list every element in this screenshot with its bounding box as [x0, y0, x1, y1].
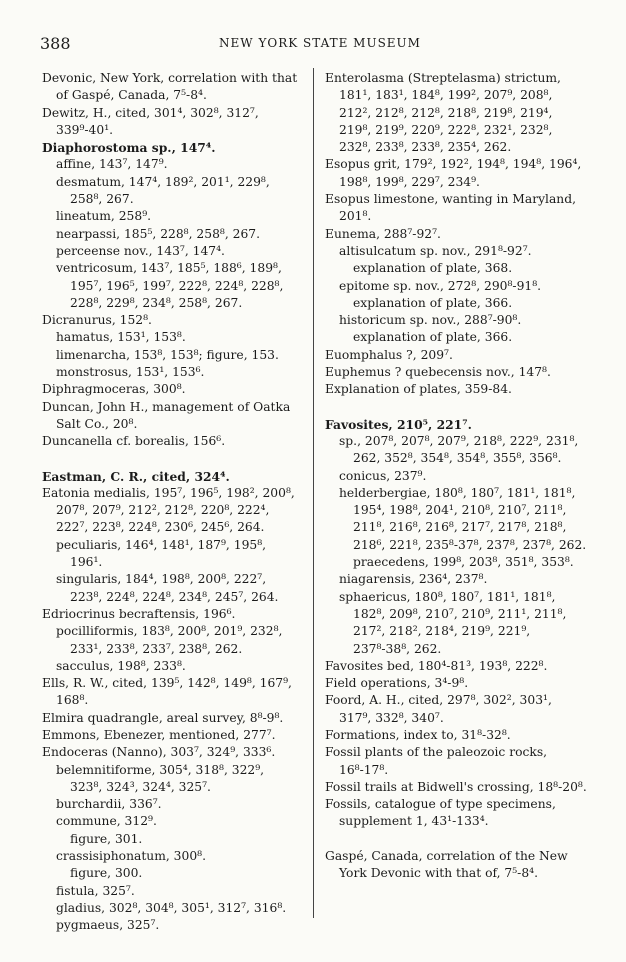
index-entry: Favosites bed, 180⁴-81³, 193⁸, 222⁸. — [325, 658, 548, 673]
index-entry: Dicranurus, 152⁸. — [42, 313, 152, 328]
index-entry: sp., 207⁸, 207⁸, 207⁹, 218⁸, 222⁹, 231⁸, 262, 352⁸, 354⁸, 354⁸, 355⁸, 356⁸. — [339, 433, 579, 466]
index-entry: Dewitz, H., cited, 301⁴, 302⁸, 312⁷, 339⁹-40¹. — [42, 105, 259, 137]
index-entry: hamatus, 153¹, 153⁸. — [56, 330, 186, 345]
index-entry: limenarcha, 153⁸, 153⁸; figure, 153. — [56, 347, 279, 362]
index-entry: Devonic, New York, correlation with that of Gaspé, Canada, 7⁵-8⁴. — [42, 71, 298, 103]
index-entry: monstrosus, 153¹, 153⁶. — [56, 365, 205, 380]
index-entry: Eatonia medialis, 195⁷, 196⁵, 198², 200⁸, 207⁸, 207⁹, 212², 212⁸, 220⁸, 222⁴, 222⁷, 223⁸, 224⁸, 230⁶, 245⁶, 264. — [42, 485, 295, 535]
index-entry: niagarensis, 236⁴, 237⁸. — [339, 572, 488, 587]
index-entry: explanation of plate, 368. — [353, 261, 513, 276]
index-entry: Explanation of plates, 359-84. — [325, 382, 512, 397]
index-entry: Euomphalus ?, 209⁷. — [325, 347, 453, 362]
index-entry: Formations, index to, 31⁸-32⁸. — [325, 727, 511, 742]
index-entry: sphaericus, 180⁸, 180⁷, 181¹, 181⁸, 182⁸, 209⁸, 210⁷, 210⁹, 211¹, 211⁸, 217², 218², 218⁴, 219⁹, 221⁹, 237⁸-38⁸, 262. — [339, 589, 567, 656]
index-entry: Field operations, 3⁴-9⁸. — [325, 676, 469, 691]
running-title: NEW YORK STATE MUSEUM — [219, 36, 421, 50]
index-entry: praecedens, 199⁸, 203⁸, 351⁸, 353⁸. — [353, 555, 574, 570]
index-entry: Fossils, catalogue of type specimens, supplement 1, 43¹-133⁴. — [325, 797, 556, 829]
index-entry: pocilliformis, 183⁸, 200⁸, 201⁹, 232⁸, 233¹, 233⁸, 233⁷, 238⁸, 262. — [56, 624, 283, 656]
index-entry: Favosites, 210⁵, 221⁷. — [325, 416, 472, 432]
index-entry: altisulcatum sp. nov., 291⁸-92⁷. — [339, 243, 532, 258]
page-header — [40, 34, 600, 54]
index-entry: figure, 300. — [70, 866, 143, 881]
index-entry: crassisiphonatum, 300⁸. — [56, 849, 206, 864]
index-entry: fistula, 325⁷. — [56, 883, 135, 898]
index-entry: Diaphorostoma sp., 147⁴. — [42, 140, 216, 156]
index-entry: Duncan, John H., management of Oatka Salt Co., 20⁸. — [42, 399, 291, 431]
index-entry: Emmons, Ebenezer, mentioned, 277⁷. — [42, 727, 276, 742]
index-entry: Esopus grit, 179², 192², 194⁸, 194⁸, 196⁴, 198⁸, 199⁸, 229⁷, 234⁹. — [325, 157, 582, 189]
index-entry: pygmaeus, 325⁷. — [56, 918, 160, 933]
index-entry: Eunema, 288⁷-92⁷. — [325, 226, 441, 241]
index-entry: Fossil plants of the paleozoic rocks, 16⁸-17⁸. — [325, 745, 548, 777]
index-entry: Fossil trails at Bidwell's crossing, 18⁸-20⁸. — [325, 779, 587, 794]
index-entry: Euphemus ? quebecensis nov., 147⁸. — [325, 365, 551, 380]
page-number: 388 — [40, 34, 71, 53]
index-entry: perceense nov., 143⁷, 147⁴. — [56, 243, 225, 258]
index-entry: Edriocrinus becraftensis, 196⁶. — [42, 606, 236, 621]
index-entry: peculiaris, 146⁴, 148¹, 187⁹, 195⁸, 196¹. — [56, 537, 267, 570]
index-entry: desmatum, 147⁴, 189², 201¹, 229⁸, 258⁸, 267. — [56, 174, 270, 207]
index-entry: figure, 301. — [70, 831, 143, 846]
index-entry: singularis, 184⁴, 198⁸, 200⁸, 222⁷, 223⁸, 224⁸, 224⁸, 234⁸, 245⁷, 264. — [56, 572, 279, 604]
index-entry: Esopus limestone, wanting in Maryland, 201⁸. — [325, 192, 576, 224]
index-entry: lineatum, 258⁹. — [56, 209, 152, 224]
index-entry: Foord, A. H., cited, 297⁸, 302², 303¹, 317⁹, 332⁸, 340⁷. — [325, 693, 552, 725]
index-entry: affine, 143⁷, 147⁹. — [56, 157, 168, 172]
index-entry: epitome sp. nov., 272⁸, 290⁸-91⁸. — [339, 278, 542, 293]
index-entry: Gaspé, Canada, correlation of the New York Devonic with that of, 7⁵-8⁴. — [325, 848, 568, 881]
index-entry: Diphragmoceras, 300⁸. — [42, 382, 186, 397]
index-entry: Eastman, C. R., cited, 324⁴. — [42, 468, 230, 484]
index-entry: Ells, R. W., cited, 139⁵, 142⁸, 149⁸, 167⁹, 168⁸. — [42, 676, 292, 708]
index-entry: belemnitiforme, 305⁴, 318⁸, 322⁹, 323⁸, 324³, 324⁴, 325⁷. — [56, 762, 265, 794]
index-entry: commune, 312⁹. — [56, 814, 157, 829]
index-entry: historicum sp. nov., 288⁷-90⁸. — [339, 313, 522, 328]
index-entry: Elmira quadrangle, areal survey, 8⁸-9⁸. — [42, 710, 284, 725]
index-entry: Duncanella cf. borealis, 156⁶. — [42, 434, 226, 449]
index-entry: Enterolasma (Streptelasma) strictum, 181¹, 183¹, 184⁸, 199², 207⁹, 208⁸, 212², 212⁸, 212⁸, 218⁸, 219⁸, 219⁴, 219⁸, 219⁹, 220⁹, 222⁸, 232¹, 232⁸, 232⁸, 233⁸, 233⁸, 235⁴, 262. — [325, 71, 561, 155]
index-entry: explanation of plate, 366. — [353, 295, 513, 310]
index-entry: gladius, 302⁸, 304⁸, 305¹, 312⁷, 316⁸. — [56, 900, 287, 915]
index-entry: Endoceras (Nanno), 303⁷, 324⁹, 333⁶. — [42, 745, 276, 760]
index-column-right — [325, 70, 587, 882]
index-entry: helderbergiae, 180⁸, 180⁷, 181¹, 181⁸, 195⁴, 198⁸, 204¹, 210⁸, 210⁷, 211⁸, 211⁸, 216⁸, 216⁸, 217⁷, 217⁸, 218⁸, 218⁶, 221⁸, 235⁸-37⁸, 237⁸, 237⁸, 262. — [339, 485, 587, 552]
index-entry: ventricosum, 143⁷, 185⁵, 188⁶, 189⁸, 195⁷, 196⁵, 199⁷, 222⁸, 224⁸, 228⁸, 228⁸, 229⁸, 234⁸, 258⁸, 267. — [56, 261, 284, 310]
index-entry: burchardii, 336⁷. — [56, 797, 162, 812]
index-entry: sacculus, 198⁸, 233⁸. — [56, 658, 186, 673]
index-entry: nearpassi, 185⁵, 228⁸, 258⁸, 267. — [56, 226, 261, 241]
index-column-left — [42, 70, 300, 935]
index-entry: conicus, 237⁹. — [339, 468, 427, 483]
column-divider — [313, 68, 314, 918]
index-entry: explanation of plate, 366. — [353, 330, 513, 345]
